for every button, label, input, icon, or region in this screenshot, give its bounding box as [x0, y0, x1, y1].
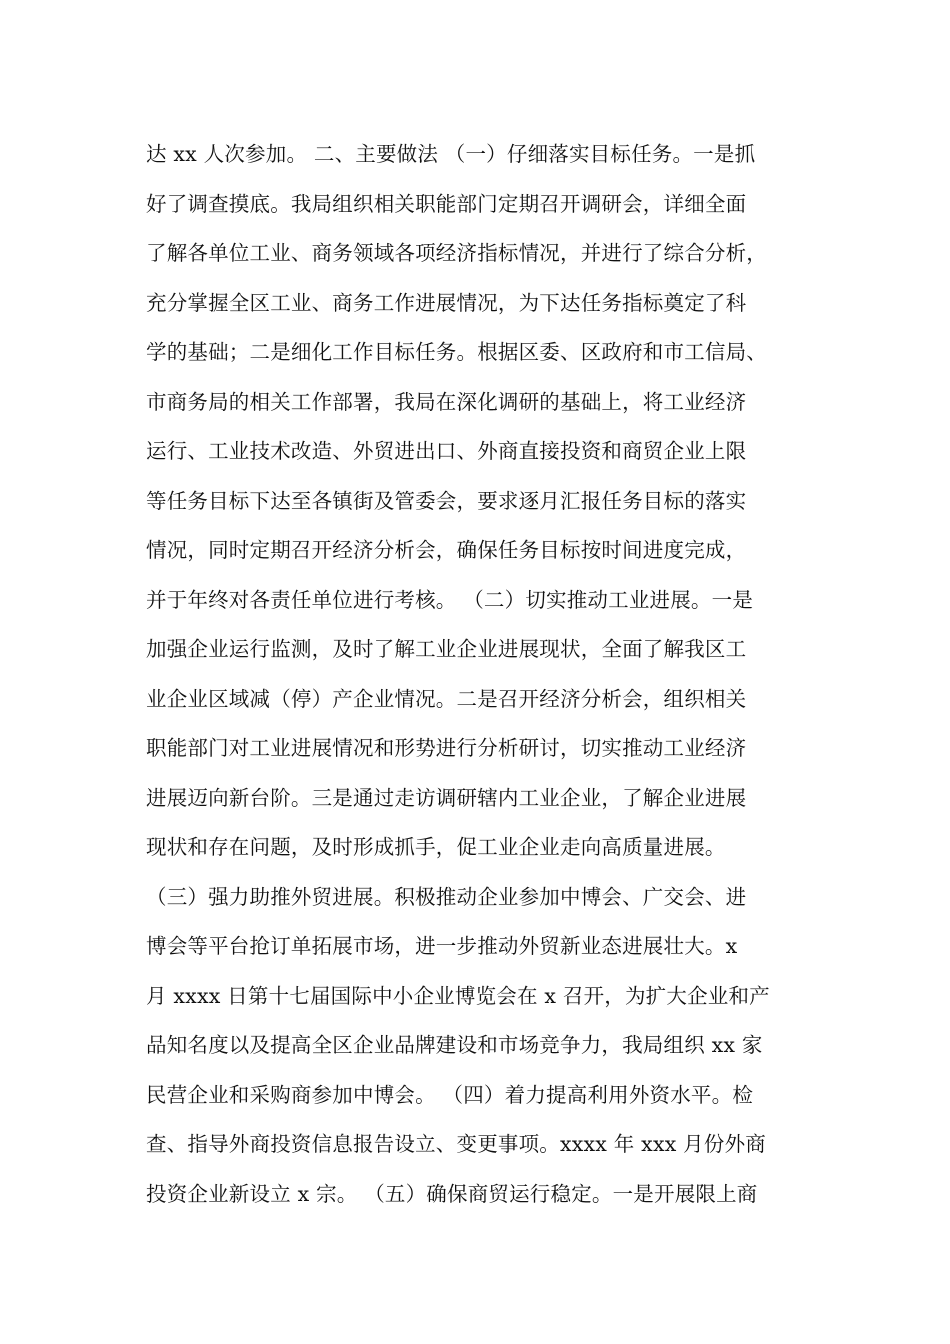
text-line: 加强企业运行监测，及时了解工业企业进展现状，全面了解我区工	[146, 637, 747, 661]
text-line: 投资企业新设立 x 宗。 （五）确保商贸运行稳定。一是开展限上商	[146, 1181, 758, 1206]
text-line: 并于年终对各责任单位进行考核。 （二）切实推动工业进展。一是	[146, 587, 754, 612]
text-line: （三）强力助推外贸进展。积极推动企业参加中博会、广交会、进	[146, 884, 747, 909]
text-line: 业企业区域减（停）产企业情况。二是召开经济分析会，组织相关	[146, 686, 747, 711]
text-line: 情况，同时定期召开经济分析会，确保任务目标按时间进度完成，	[146, 538, 747, 562]
text-line: 充分掌握全区工业、商务工作进展情况，为下达任务指标奠定了科	[146, 290, 747, 315]
text-line: 好了调查摸底。我局组织相关职能部门定期召开调研会，详细全面	[146, 191, 747, 216]
text-line: 运行、工业技术改造、外贸进出口、外商直接投资和商贸企业上限	[146, 439, 747, 463]
text-line: 职能部门对工业进展情况和形势进行分析研讨，切实推动工业经济	[146, 736, 747, 760]
text-line: 民营企业和采购商参加中博会。 （四）着力提高利用外资水平。检	[146, 1082, 754, 1107]
text-line: 现状和存在问题，及时形成抓手，促工业企业走向高质量进展。	[146, 835, 726, 859]
text-line: 查、指导外商投资信息报告设立、变更事项。xxxx 年 xxx 月份外商	[146, 1132, 766, 1156]
text-line: 学的基础；二是细化工作目标任务。根据区委、区政府和市工信局、	[146, 340, 767, 364]
text-line: 达 xx 人次参加。 二、主要做法 （一）仔细落实目标任务。一是抓	[146, 142, 756, 166]
text-line: 博会等平台抢订单拓展市场，进一步推动外贸新业态进展壮大。x	[146, 934, 738, 958]
text-line: 月 xxxx 日第十七届国际中小企业博览会在 x 召开，为扩大企业和产	[146, 983, 770, 1008]
text-line: 进展迈向新台阶。三是通过走访调研辖内工业企业，了解企业进展	[146, 785, 747, 810]
text-line: 品知名度以及提高全区企业品牌建设和市场竞争力，我局组织 xx 家	[146, 1033, 763, 1057]
body-text	[146, 130, 846, 1219]
text-line: 市商务局的相关工作部署，我局在深化调研的基础上，将工业经济	[146, 389, 747, 414]
text-line: 了解各单位工业、商务领域各项经济指标情况，并进行了综合分析，	[146, 241, 767, 265]
text-line: 等任务目标下达至各镇街及管委会，要求逐月汇报任务目标的落实	[146, 488, 747, 513]
